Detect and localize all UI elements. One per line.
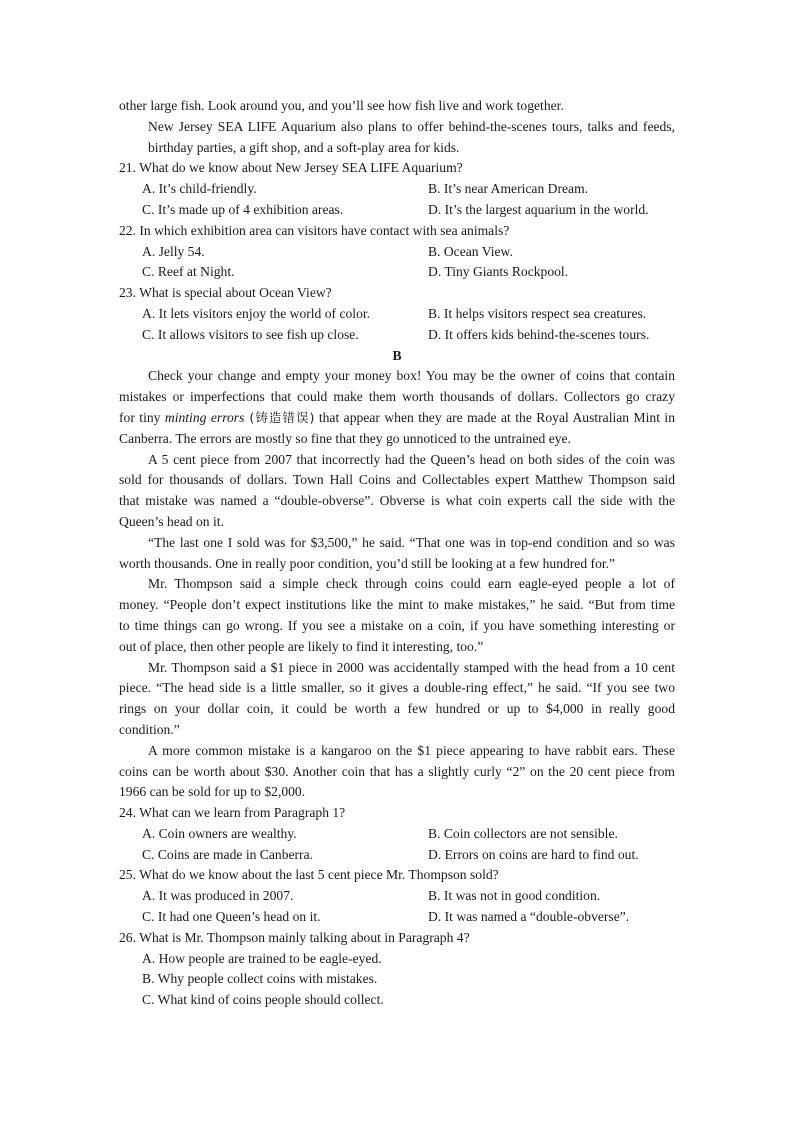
passage-b-paragraph-1 — [119, 366, 675, 449]
paragraph-line: to time things can go wrong. If you see a mistake on a coin, if you have something interesting or — [119, 617, 675, 633]
option-row — [119, 325, 675, 346]
option-d: D. It offers kids behind-the-scenes tours. — [428, 326, 650, 342]
option-b: B. It helps visitors respect sea creatures. — [428, 305, 647, 321]
question-22 — [119, 221, 675, 283]
passage-a-line: other large fish. Look around you, and you’ll see how fish live and work together. — [119, 98, 564, 113]
option-c: C. Coins are made in Canberra. — [142, 846, 314, 862]
text-run: for tiny — [119, 409, 165, 425]
question-stem: 25. What do we know about the last 5 cent piece Mr. Thompson sold? — [119, 867, 499, 883]
option-row — [119, 907, 675, 928]
paragraph-line: A 5 cent piece from 2007 that incorrectly had the Queen’s head on both sides of the coin was — [148, 451, 675, 467]
question-stem: 26. What is Mr. Thompson mainly talking about in Paragraph 4? — [119, 929, 470, 945]
paragraph-line: that mistake was named a “double-obverse”. Obverse is what coin experts call the side with the — [119, 493, 675, 509]
exam-page — [119, 96, 675, 1011]
option-c: C. It allows visitors to see fish up close. — [142, 326, 359, 342]
option-a: A. Jelly 54. — [142, 243, 205, 259]
option-c: C. What kind of coins people should collect. — [142, 992, 384, 1008]
question-24 — [119, 803, 675, 865]
chinese-gloss: (铸造错误) — [244, 409, 315, 425]
paragraph-line: Queen’s head on it. — [119, 513, 224, 529]
option-d: D. It’s the largest aquarium in the world. — [428, 201, 649, 217]
paragraph-line: A more common mistake is a kangaroo on the $1 piece appearing to have rabbit ears. These — [148, 742, 675, 758]
italic-term: minting errors — [164, 409, 245, 425]
question-23 — [119, 283, 675, 345]
passage-b-paragraph-3 — [119, 533, 675, 575]
paragraph-line: out of place, then other people are likely to find it interesting, too.” — [119, 638, 484, 654]
paragraph-line: 1966 can be sold for up to $2,000. — [119, 784, 306, 800]
option-b: B. Coin collectors are not sensible. — [428, 825, 618, 841]
option-a: A. It lets visitors enjoy the world of color. — [142, 305, 371, 321]
option-a: A. It’s child-friendly. — [142, 181, 257, 197]
option-a: A. It was produced in 2007. — [142, 888, 294, 904]
paragraph-line: Check your change and empty your money box! You may be the owner of coins that contain — [148, 368, 675, 384]
option-c: C. It’s made up of 4 exhibition areas. — [142, 201, 344, 217]
passage-a-tail — [119, 96, 675, 158]
option-b: B. It’s near American Dream. — [428, 181, 589, 197]
option-row — [119, 200, 675, 221]
option-b: B. It was not in good condition. — [428, 888, 601, 904]
paragraph-line: Mr. Thompson said a simple check through coins could earn eagle-eyed people a lot of — [148, 576, 675, 592]
passage-a-line: birthday parties, a gift shop, and a soft-play area for kids. — [148, 139, 460, 155]
paragraph-line: condition.” — [119, 721, 180, 737]
passage-b-paragraph-5 — [119, 658, 675, 741]
option-row — [119, 845, 675, 866]
paragraph-line — [119, 408, 675, 429]
section-heading-b: B — [392, 347, 402, 363]
option-d: D. It was named a “double-obverse”. — [428, 909, 630, 925]
paragraph-line: money. “People don’t expect institutions like the mint to make mistakes,” he said. “But from time — [119, 597, 675, 613]
option-d: D. Tiny Giants Rockpool. — [428, 264, 569, 280]
question-stem: 21. What do we know about New Jersey SEA LIFE Aquarium? — [119, 160, 463, 176]
option-row — [119, 179, 675, 200]
option-d: D. Errors on coins are hard to find out. — [428, 846, 639, 862]
paragraph-line: piece. “The head side is a little smaller, so it gives a double-ring effect,” he said. “If you see two — [119, 680, 675, 696]
paragraph-line: Mr. Thompson said a $1 piece in 2000 was accidentally stamped with the head from a 10 cent — [148, 659, 675, 675]
text-run: that appear when they are made at the Royal Australian Mint in — [314, 409, 675, 425]
option-row — [119, 262, 675, 283]
question-25 — [119, 865, 675, 927]
question-stem: 23. What is special about Ocean View? — [119, 285, 332, 301]
option-row — [119, 886, 675, 907]
option-b: B. Why people collect coins with mistakes. — [142, 971, 378, 987]
question-stem: 22. In which exhibition area can visitors have contact with sea animals? — [119, 222, 510, 238]
question-21 — [119, 158, 675, 220]
question-26 — [119, 928, 675, 1011]
paragraph-line: mistakes or imperfections that could make them worth thousands of dollars. Collectors go crazy — [119, 389, 675, 405]
option-b: B. Ocean View. — [428, 243, 513, 259]
option-a: A. How people are trained to be eagle-eyed. — [142, 950, 382, 966]
option-row — [119, 824, 675, 845]
paragraph-line: coins can be worth about $30. Another coin that has a slightly curly “2” on the 20 cent piece from — [119, 763, 675, 779]
passage-b-paragraph-2 — [119, 450, 675, 533]
paragraph-line: Canberra. The errors are mostly so fine that they go unnoticed to the untrained eye. — [119, 430, 571, 446]
passage-a-line: New Jersey SEA LIFE Aquarium also plans to offer behind-the-scenes tours, talks and feeds, — [148, 118, 675, 134]
option-row — [119, 304, 675, 325]
paragraph-line: sold for thousands of dollars. Town Hall Coins and Collectables expert Matthew Thompson said — [119, 472, 675, 488]
paragraph-line: rings on your dollar coin, it could be worth a few hundred or up to $4,000 in really good — [119, 701, 675, 717]
option-c: C. It had one Queen’s head on it. — [142, 909, 321, 925]
option-row — [119, 242, 675, 263]
option-c: C. Reef at Night. — [142, 264, 235, 280]
passage-b-paragraph-6 — [119, 741, 675, 803]
paragraph-line: “The last one I sold was for $3,500,” he said. “That one was in top-end condition and so was — [148, 534, 675, 550]
option-a: A. Coin owners are wealthy. — [142, 825, 297, 841]
passage-b-paragraph-4 — [119, 574, 675, 657]
paragraph-line: worth thousands. One in really poor condition, you’d still be looking at a few hundred for.” — [119, 555, 616, 571]
question-stem: 24. What can we learn from Paragraph 1? — [119, 805, 346, 821]
